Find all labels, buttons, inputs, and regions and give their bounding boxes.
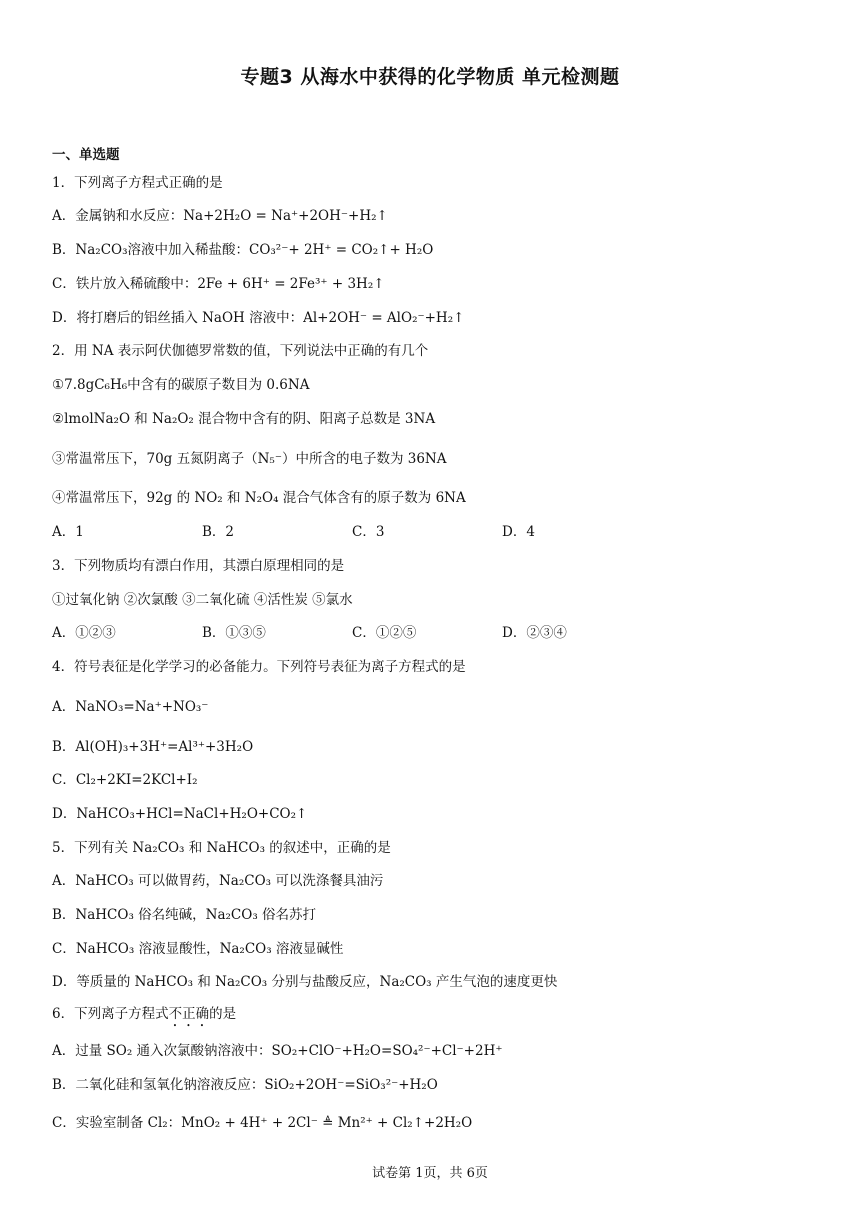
question-6-option-c: C．实验室制备 Cl₂：MnO₂ + 4H⁺ + 2Cl⁻ ≜ Mn²⁺ + Cl₂↑+2H₂O: [52, 1115, 473, 1131]
question-1-stem: 1．下列离子方程式正确的是: [52, 175, 223, 191]
page-title: 专题3 从海水中获得的化学物质 单元检测题: [240, 66, 620, 88]
question-6-stem: [52, 1005, 236, 1030]
question-2-option-a: A．1: [52, 524, 84, 540]
section-heading: 一、单选题: [52, 147, 120, 163]
question-6-option-a: A．过量 SO₂ 通入次氯酸钠溶液中：SO₂+ClO⁻+H₂O=SO₄²⁻+Cl⁻+2H⁺: [52, 1043, 503, 1059]
question-4-option-d: D．NaHCO₃+HCl=NaCl+H₂O+CO₂↑: [52, 806, 308, 822]
question-2-option-b: B．2: [202, 524, 235, 540]
question-3-stem: 3．下列物质均有漂白作用，其漂白原理相同的是: [52, 558, 345, 574]
question-5-option-a: A．NaHCO₃ 可以做胃药，Na₂CO₃ 可以洗涤餐具油污: [52, 873, 384, 889]
question-6-stem-post: 的是: [209, 1006, 237, 1022]
question-3-option-b: B．①③⑤: [202, 625, 266, 641]
page-footer: 试卷第 1页，共 6页: [372, 1166, 488, 1181]
question-2-stem: 2．用 NA 表示阿伏伽德罗常数的值，下列说法中正确的有几个: [52, 343, 429, 359]
question-1-option-d: D．将打磨后的铝丝插入 NaOH 溶液中：Al+2OH⁻ = AlO₂⁻+H₂↑: [52, 310, 465, 326]
question-2-statement-2: ②lmolNa₂O 和 Na₂O₂ 混合物中含有的阴、阳离子总数是 3NA: [52, 411, 436, 427]
question-2-option-c: C．3: [352, 524, 385, 540]
question-1-option-c: C．铁片放入稀硫酸中：2Fe + 6H⁺ = 2Fe³⁺ + 3H₂↑: [52, 276, 385, 292]
question-2-statement-3: ③常温常压下，70g 五氮阴离子（N₅⁻）中所含的电子数为 36NA: [52, 451, 447, 467]
question-6-stem-pre: 6．下列离子方程式: [52, 1006, 169, 1022]
question-4-stem: 4．符号表征是化学学习的必备能力。下列符号表征为离子方程式的是: [52, 659, 466, 675]
question-2-option-d: D．4: [502, 524, 535, 540]
question-6-option-b: B．二氧化硅和氢氧化钠溶液反应：SiO₂+2OH⁻=SiO₃²⁻+H₂O: [52, 1077, 438, 1093]
question-2-statement-1: ①7.8gC₆H₆中含有的碳原子数目为 0.6NA: [52, 377, 310, 393]
question-2-statement-4: ④常温常压下，92g 的 NO₂ 和 N₂O₄ 混合气体含有的原子数为 6NA: [52, 490, 466, 506]
question-4-option-b: B．Al(OH)₃+3H⁺=Al³⁺+3H₂O: [52, 739, 254, 755]
question-3-items: ①过氧化钠 ②次氯酸 ③二氧化硫 ④活性炭 ⑤氯水: [52, 592, 353, 608]
question-5-option-b: B．NaHCO₃ 俗名纯碱，Na₂CO₃ 俗名苏打: [52, 907, 317, 923]
question-4-option-a: A．NaNO₃=Na⁺+NO₃⁻: [52, 699, 209, 715]
question-3-option-d: D．②③④: [502, 625, 567, 641]
question-5-option-c: C．NaHCO₃ 溶液显酸性，Na₂CO₃ 溶液显碱性: [52, 941, 344, 957]
question-4-option-c: C．Cl₂+2KI=2KCl+I₂: [52, 772, 198, 788]
question-1-option-b: B．Na₂CO₃溶液中加入稀盐酸：CO₃²⁻+ 2H⁺ = CO₂↑+ H₂O: [52, 242, 434, 258]
question-5-option-d: D．等质量的 NaHCO₃ 和 Na₂CO₃ 分别与盐酸反应，Na₂CO₃ 产生气泡的速度更快: [52, 974, 558, 990]
question-6-stem-emphasis: 不正确: [168, 1006, 210, 1022]
question-5-stem: 5．下列有关 Na₂CO₃ 和 NaHCO₃ 的叙述中，正确的是: [52, 840, 391, 856]
question-1-option-a: A．金属钠和水反应：Na+2H₂O = Na⁺+2OH⁻+H₂↑: [52, 208, 388, 224]
question-3-option-c: C．①②⑤: [352, 625, 417, 641]
question-3-option-a: A．①②③: [52, 625, 116, 641]
